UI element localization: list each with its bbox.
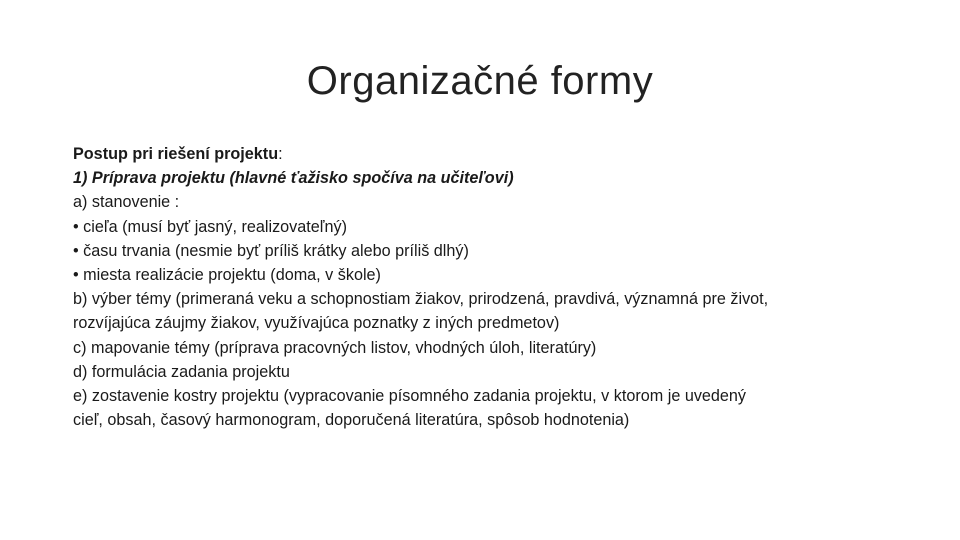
section-heading-colon: : <box>278 145 283 163</box>
body-line: e) zostavenie kostry projektu (vypracovanie písomného zadania projektu, v ktorom je uvedený <box>73 387 747 406</box>
section-heading <box>73 142 883 166</box>
step-heading: 1) Príprava projektu (hlavné ťažisko spočíva na učiteľovi) <box>73 169 514 188</box>
body-line: cieľ, obsah, časový harmonogram, doporučená literatúra, spôsob hodnotenia) <box>73 411 630 430</box>
slide-title: Organizačné formy <box>306 59 654 103</box>
body-line: rozvíjajúca záujmy žiakov, využívajúca poznatky z iných predmetov) <box>73 314 560 333</box>
body-line: a) stanovenie : <box>73 193 180 212</box>
section-heading-text: Postup pri riešení projektu <box>73 145 279 163</box>
body-line: c) mapovanie témy (príprava pracovných listov, vhodných úloh, literatúry) <box>73 338 597 357</box>
slide-body <box>73 142 883 432</box>
bullet-line: • miesta realizácie projektu (doma, v škole) <box>73 266 381 285</box>
body-line: b) výber témy (primeraná veku a schopnostiam žiakov, prirodzená, pravdivá, významná pre život, <box>73 290 769 309</box>
bullet-line: • cieľa (musí byť jasný, realizovateľný) <box>73 217 347 236</box>
body-line: d) formulácia zadania projektu <box>73 362 290 381</box>
bullet-line: • času trvania (nesmie byť príliš krátky alebo príliš dlhý) <box>73 241 469 260</box>
